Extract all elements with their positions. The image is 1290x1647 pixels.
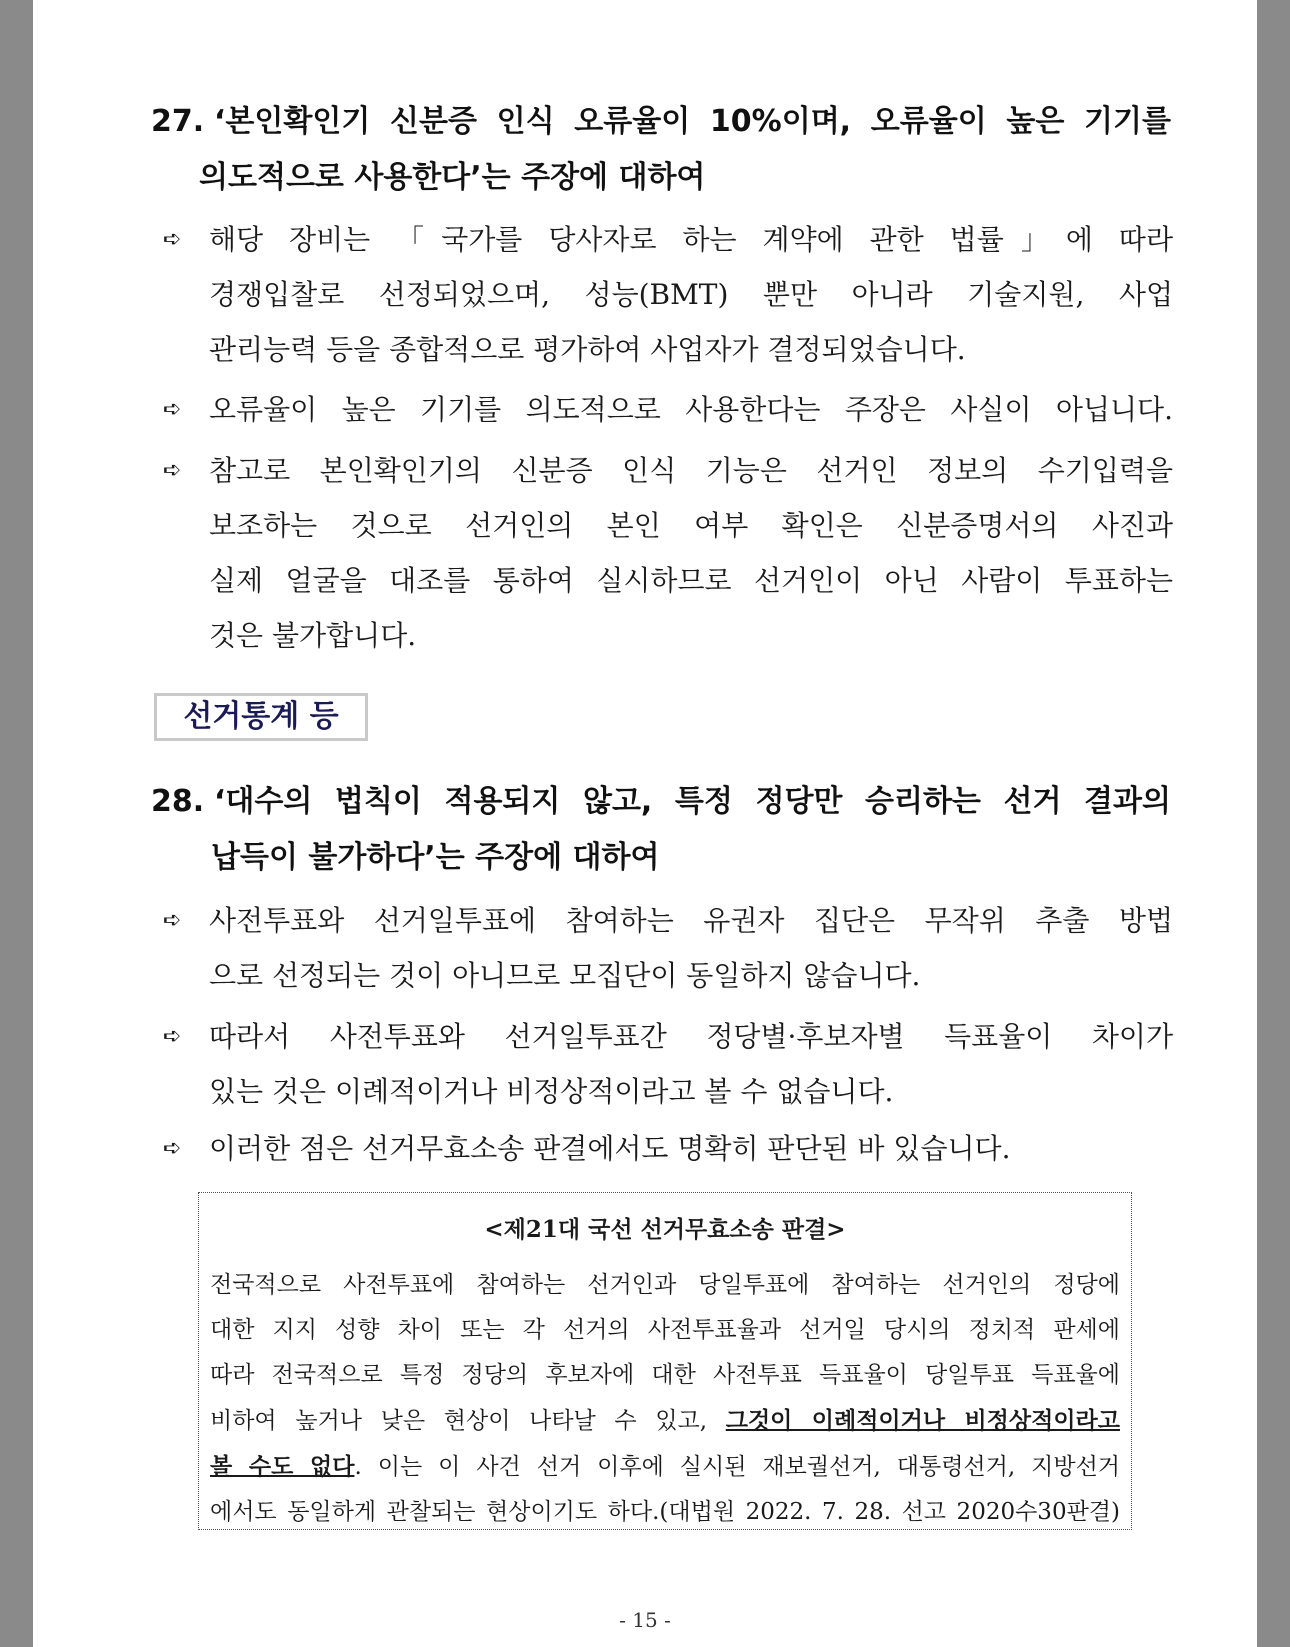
court-ruling-title: <제21대 국선 선거무효소송 판결> xyxy=(484,1216,846,1243)
bullet-line: 으로 선정되는 것이 아니므로 모집단이 동일하지 않습니다. xyxy=(209,959,921,992)
item-27-bullet-1 xyxy=(163,212,1173,377)
quote-line xyxy=(210,1444,1120,1490)
arrow-right-icon: ➪ xyxy=(163,458,182,483)
item-28-heading-line1: ‘대수의 법칙이 적용되지 않고, 특정 정당만 승리하는 선거 결과의 xyxy=(214,784,1171,819)
quote-text: 비하여 높거나 낮은 현상이 나타날 수 있고, xyxy=(210,1408,726,1434)
item-27-bullet-2 xyxy=(163,382,1173,437)
arrow-right-icon: ➪ xyxy=(163,908,182,933)
bullet-line: 있는 것은 이례적이거나 비정상적이라고 볼 수 없습니다. xyxy=(209,1075,894,1108)
item-28-bullet-2 xyxy=(163,1009,1173,1119)
bullet-line: 사전투표와 선거일투표에 참여하는 유권자 집단은 무작위 추출 방법 xyxy=(209,904,1173,937)
bullet-line: 보조하는 것으로 선거인의 본인 여부 확인은 신분증명서의 사진과 xyxy=(209,509,1173,542)
bullet-line: 참고로 본인확인기의 신분증 인식 기능은 선거인 정보의 수기입력을 xyxy=(209,454,1173,487)
arrow-right-icon: ➪ xyxy=(163,1136,182,1161)
arrow-right-icon: ➪ xyxy=(163,227,182,252)
court-ruling-body xyxy=(210,1263,1120,1535)
item-27-heading-line1: ‘본인확인기 신분증 인식 오류율이 10%이며, 오류율이 높은 기기를 xyxy=(214,104,1171,139)
section-label: 선거통계 등 xyxy=(183,699,339,734)
quote-line: 따라 전국적으로 특정 정당의 후보자에 대한 사전투표 득표율이 당일투표 득표율에 xyxy=(210,1362,1120,1388)
item-27-bullet-3 xyxy=(163,443,1173,663)
bullet-line: 실제 얼굴을 대조를 통하여 실시하므로 선거인이 아닌 사람이 투표하는 xyxy=(209,564,1173,597)
bullet-line: 경쟁입찰로 선정되었으며, 성능(BMT) 뿐만 아니라 기술지원, 사업 xyxy=(209,278,1173,311)
quote-line: 에서도 동일하게 관찰되는 현상이기도 하다.(대법원 2022. 7. 28. 선고 2020수30판결) xyxy=(210,1499,1120,1525)
item-28-number: 28. xyxy=(151,784,205,819)
quote-emphasis: 그것이 이례적이거나 비정상적이라고 xyxy=(725,1407,1120,1434)
arrow-right-icon: ➪ xyxy=(163,1024,182,1049)
item-28-bullet-3 xyxy=(163,1121,1173,1176)
bullet-line: 오류율이 높은 기기를 의도적으로 사용한다는 주장은 사실이 아닙니다. xyxy=(209,393,1173,426)
item-28-heading xyxy=(151,774,1171,886)
bullet-line: 해당 장비는 「국가를 당사자로 하는 계약에 관한 법률」에 따라 xyxy=(209,223,1173,256)
item-27-heading xyxy=(151,94,1171,206)
court-ruling-box xyxy=(198,1192,1132,1530)
bullet-line: 따라서 사전투표와 선거일투표간 정당별·후보자별 득표율이 차이가 xyxy=(209,1020,1173,1053)
item-27-number: 27. xyxy=(151,104,205,139)
quote-line xyxy=(210,1398,1120,1444)
document-page xyxy=(33,0,1257,1647)
item-27-heading-line2: 의도적으로 사용한다’는 주장에 대하여 xyxy=(199,160,706,195)
quote-text: . 이는 이 사건 선거 이후에 실시된 재보궐선거, 대통령선거, 지방선거 xyxy=(354,1454,1121,1480)
item-28-bullet-1 xyxy=(163,893,1173,1003)
quote-emphasis: 볼 수도 없다 xyxy=(210,1453,355,1480)
section-label-box xyxy=(154,693,368,741)
item-28-heading-line2: 납득이 불가하다’는 주장에 대하여 xyxy=(211,840,660,875)
arrow-right-icon: ➪ xyxy=(163,397,182,422)
bullet-line: 이러한 점은 선거무효소송 판결에서도 명확히 판단된 바 있습니다. xyxy=(209,1132,1011,1165)
quote-line: 대한 지지 성향 차이 또는 각 선거의 사전투표율과 선거일 당시의 정치적 판세에 xyxy=(210,1317,1120,1343)
page-number: - 15 - xyxy=(619,1608,671,1632)
bullet-line: 관리능력 등을 종합적으로 평가하여 사업자가 결정되었습니다. xyxy=(209,333,966,366)
quote-line: 전국적으로 사전투표에 참여하는 선거인과 당일투표에 참여하는 선거인의 정당에 xyxy=(210,1272,1120,1298)
bullet-line: 것은 불가합니다. xyxy=(209,619,417,652)
